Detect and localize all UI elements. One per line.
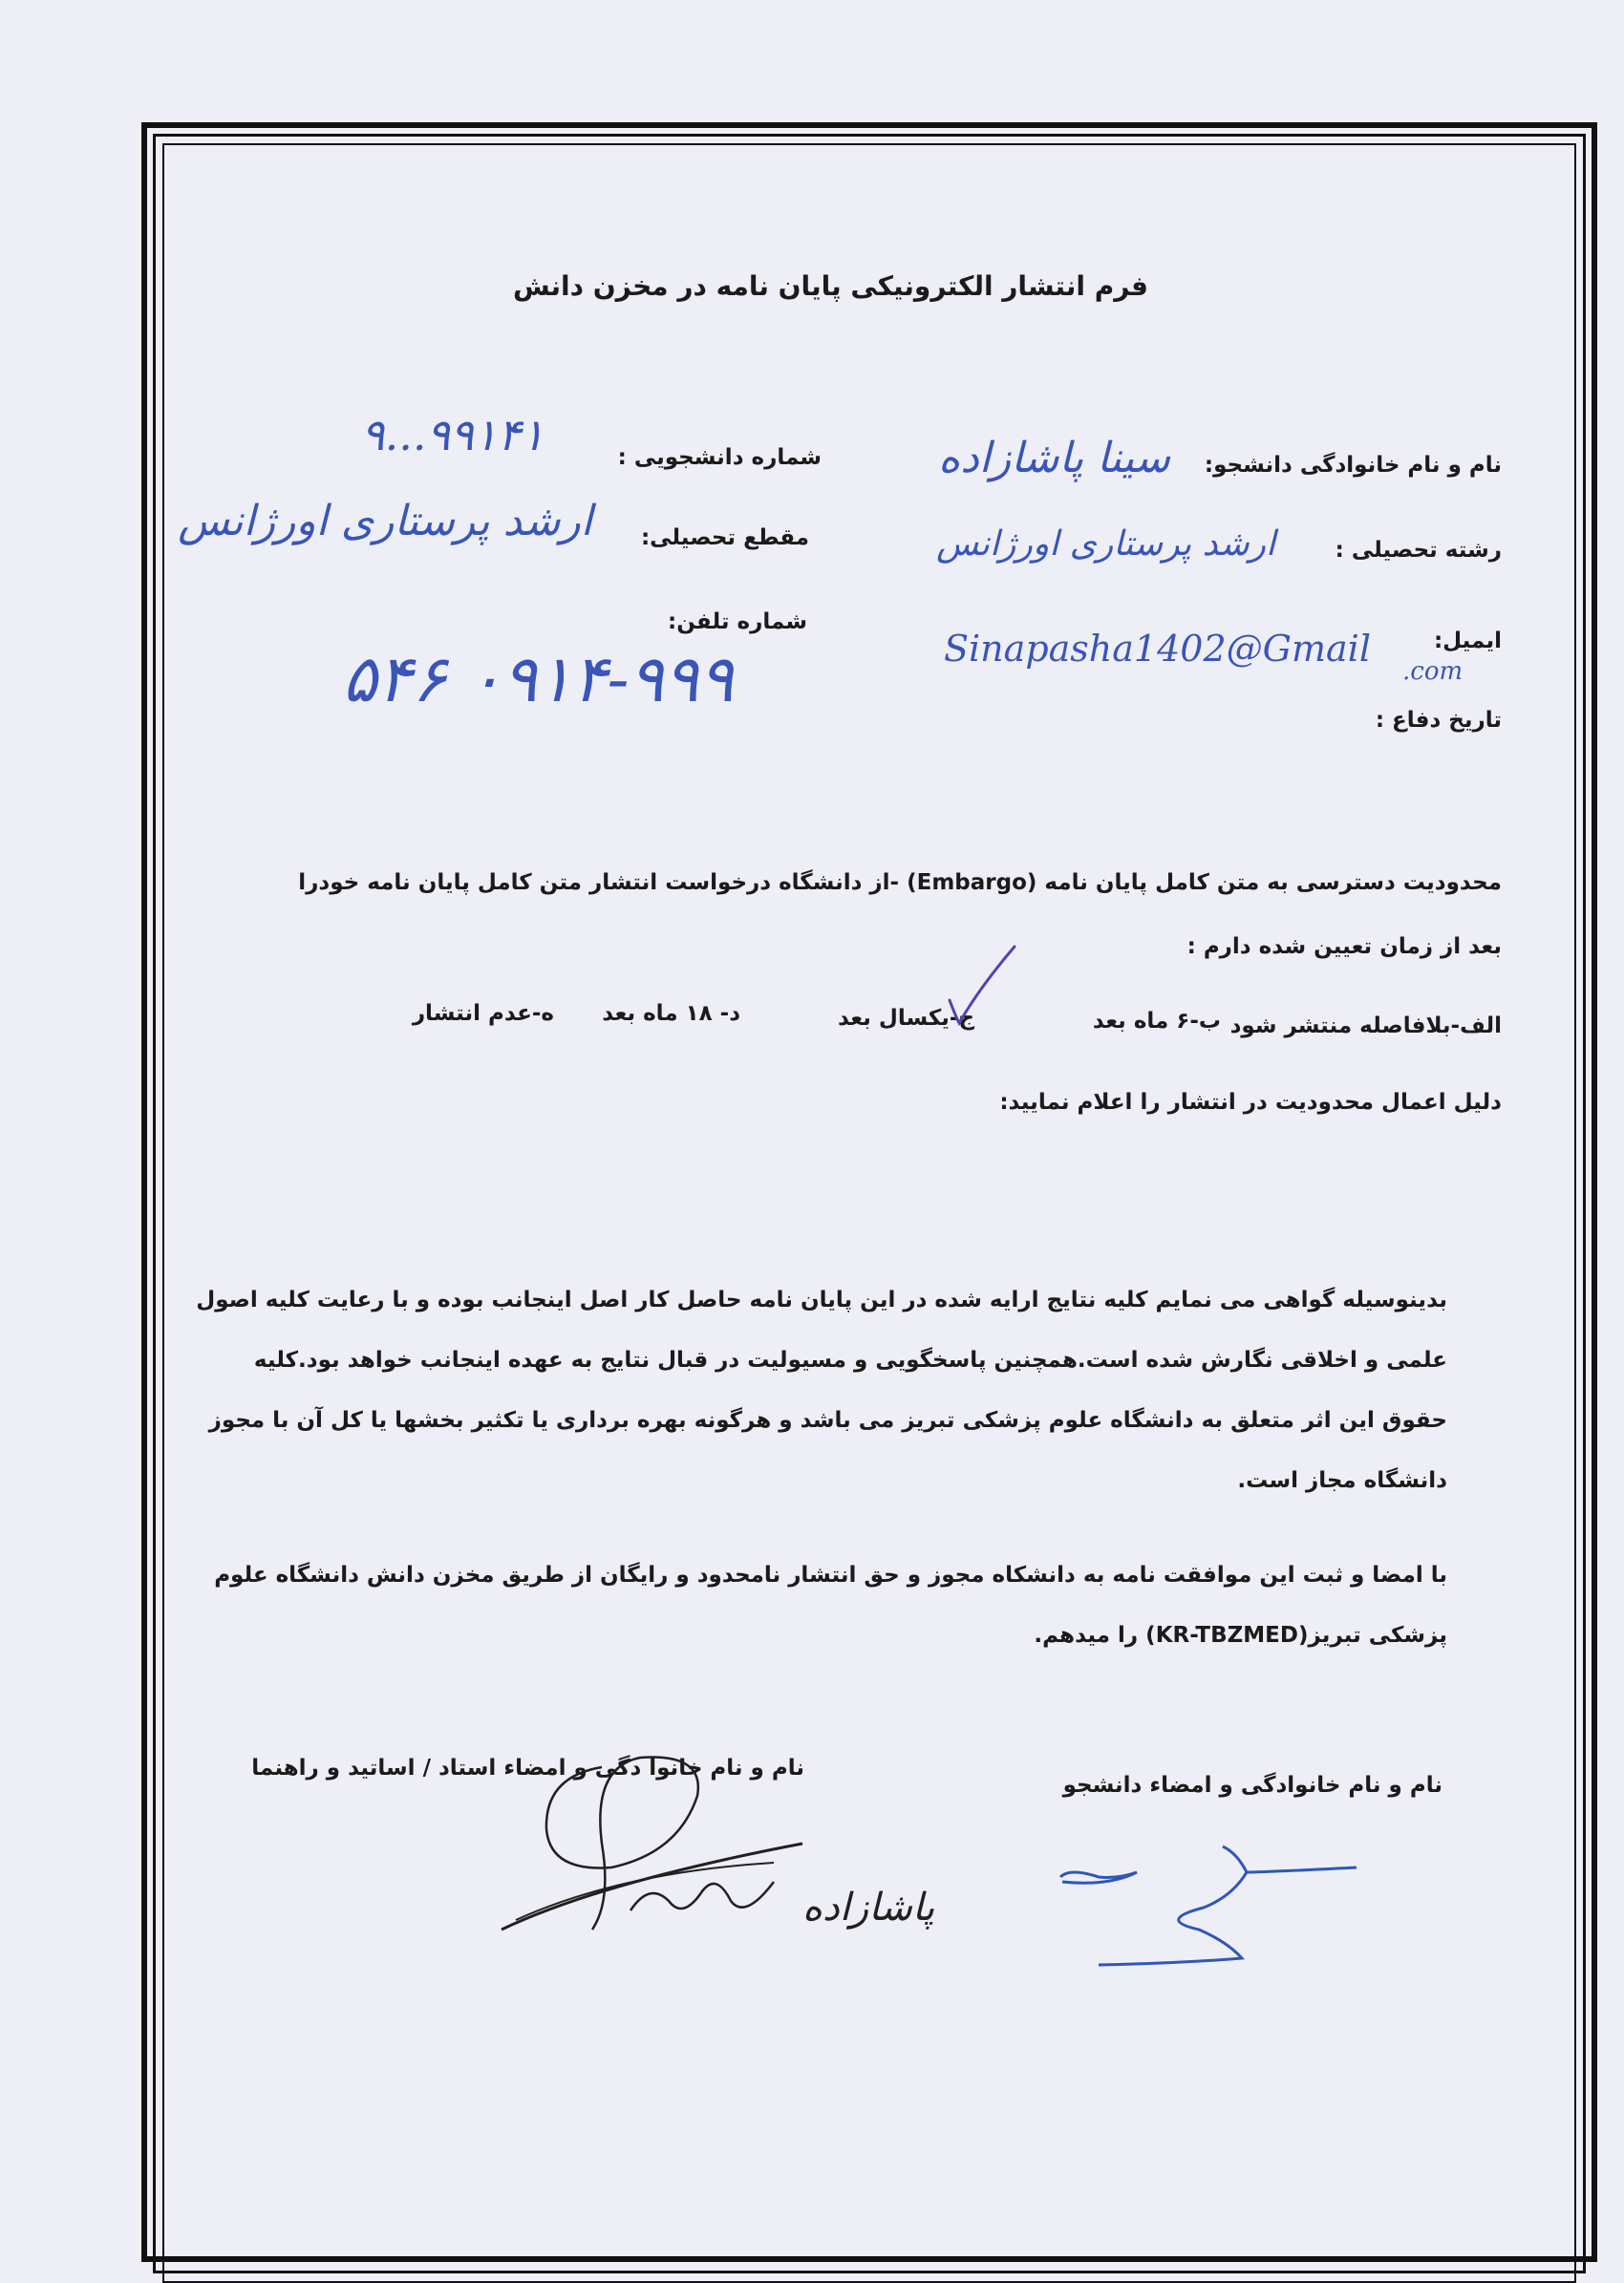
supervisor-signature-label: نام و نام خانوا دگی و امضاء استاد / اساتید و راهنما <box>251 1756 804 1781</box>
major-label: رشته تحصیلی : <box>1335 538 1502 563</box>
supervisor-signature-text: پاشازاده <box>802 1886 935 1930</box>
declaration-paragraph: بدینوسیله گواهی می نمایم کلیه نتایج ارایه شده در این پایان نامه حاصل کار اصل اینجانب بوده و با رعایت کلیه اصول علمی و اخلاقی نگارش شده است.همچنین پاسخگویی و مسیولیت در قبال نتایج به عهده اینجانب خواهد بود.کلیه حقوق این اثر متعلق به دانشگاه علوم پزشکی تبریز می باشد و هرگونه بهره برداری یا تکثیر بخشها یا کل آن با مجوز دانشگاه مجاز است. <box>196 1288 1447 1493</box>
embargo-request-line: محدودیت دسترسی به متن کامل پایان نامه (Embargo) -از دانشگاه درخواست انتشار متن کامل پایان نامه خودرا <box>298 870 1502 895</box>
supervisor-signature <box>487 1739 935 1939</box>
phone-label: شماره تلفن: <box>668 609 807 634</box>
embargo-option-6-months: ب-۶ ماه بعد <box>1092 1009 1221 1034</box>
handwritten-email-suffix: .com <box>1402 657 1464 686</box>
handwritten-major: ارشد پرستاری اورژانس <box>936 524 1275 564</box>
student-id-label: شماره دانشجویی : <box>617 445 822 470</box>
embargo-request-line-2: بعد از زمان تعیین شده دارم : <box>1186 934 1502 959</box>
selected-option-checkmark <box>946 941 1022 1027</box>
student-signature <box>1041 1829 1366 1973</box>
student-signature-label: نام و نام خانوادگی و امضاء دانشجو <box>1062 1773 1442 1798</box>
handwritten-email: Sinapasha1402@Gmail <box>944 628 1371 670</box>
email-label: ایمیل: <box>1433 629 1502 653</box>
embargo-option-immediate: الف-بلافاصله منتشر شود <box>1229 1013 1502 1038</box>
embargo-option-1-year: ج-یکسال بعد <box>837 1006 974 1031</box>
defense-date-label: تاریخ دفاع : <box>1375 708 1502 733</box>
handwritten-student-id: ۹۹۱۴۱...۹ <box>360 409 545 460</box>
embargo-option-no-publish: ه-عدم انتشار <box>412 1001 554 1026</box>
embargo-reason-label: دلیل اعمال محدودیت در انتشار را اعلام نمایید: <box>999 1090 1502 1115</box>
agreement-paragraph: با امضا و ثبت این موافقت نامه به دانشکاه مجوز و حق انتشار نامحدود و رایگان از طریق مخزن دانش دانشگاه علوم پزشکی تبریز(KR-TBZMED) را میدهم. <box>214 1563 1447 1648</box>
handwritten-student-name: سینا پاشازاده <box>938 434 1170 482</box>
form-title: فرم انتشار الکترونیکی پایان نامه در مخزن دانش <box>512 270 1148 302</box>
degree-label: مقطع تحصیلی: <box>640 525 809 550</box>
student-name-label: نام و نام خانوادگی دانشجو: <box>1204 453 1502 478</box>
embargo-option-18-months: د- ۱۸ ماه بعد <box>602 1001 740 1026</box>
handwritten-phone: ۰۹۱۴-۹۹۹ ۵۴۶ <box>342 642 734 717</box>
handwritten-degree: ارشد پرستاری اورژانس <box>178 497 592 545</box>
